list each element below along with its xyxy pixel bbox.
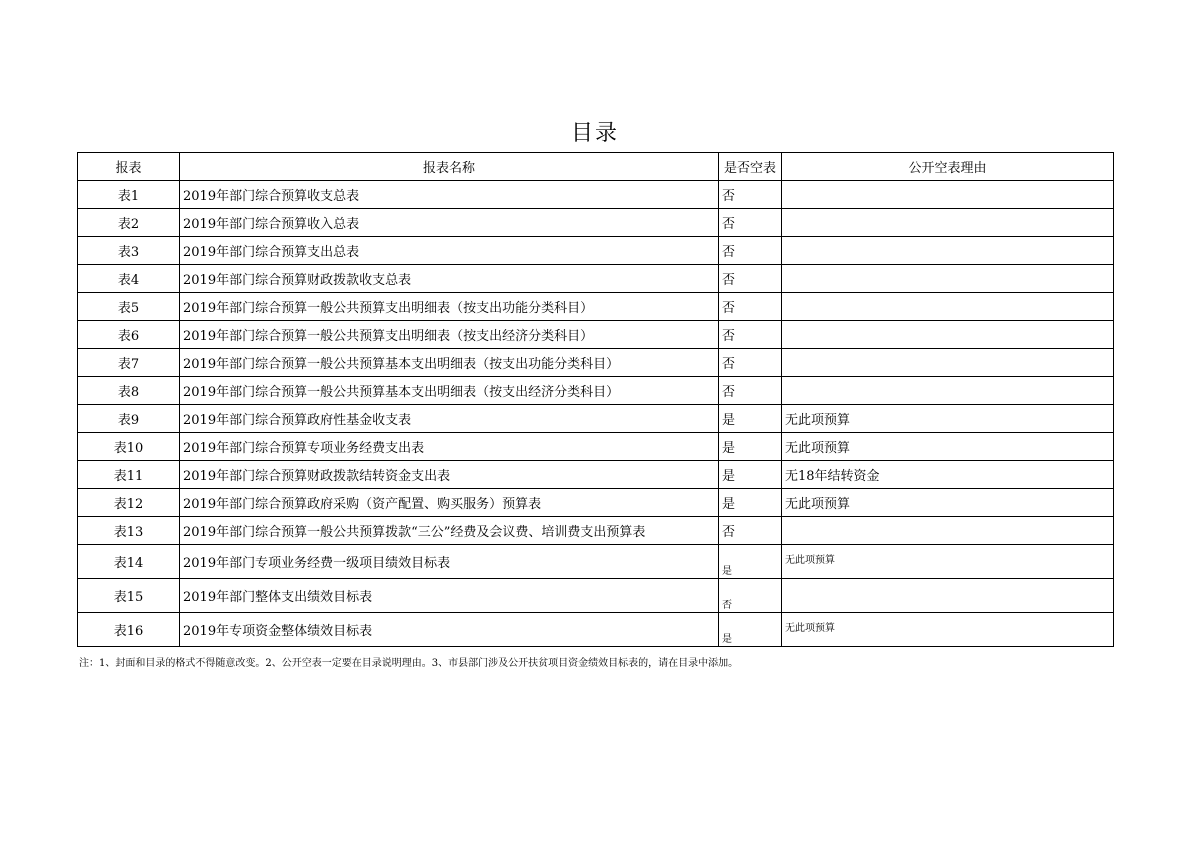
report-id: 表1 (78, 181, 180, 209)
report-id: 表4 (78, 265, 180, 293)
report-name: 2019年专项资金整体绩效目标表 (180, 613, 719, 647)
empty-reason (782, 579, 1114, 613)
header-is-empty: 是否空表 (719, 153, 782, 181)
empty-reason (782, 265, 1114, 293)
header-report-id: 报表 (78, 153, 180, 181)
is-empty-value: 否 (719, 377, 782, 405)
report-name: 2019年部门综合预算一般公共预算拨款“三公”经费及会议费、培训费支出预算表 (180, 517, 719, 545)
is-empty-value: 是 (719, 461, 782, 489)
report-name: 2019年部门综合预算专项业务经费支出表 (180, 433, 719, 461)
empty-reason: 无此项预算 (782, 433, 1114, 461)
report-name: 2019年部门整体支出绩效目标表 (180, 579, 719, 613)
is-empty-value: 否 (719, 293, 782, 321)
report-id: 表10 (78, 433, 180, 461)
report-id: 表6 (78, 321, 180, 349)
table-row (78, 579, 1114, 613)
table-row (78, 405, 1114, 433)
is-empty-value: 否 (719, 237, 782, 265)
report-id: 表8 (78, 377, 180, 405)
empty-reason (782, 321, 1114, 349)
is-empty-value: 是 (719, 613, 782, 647)
is-empty-value: 是 (719, 405, 782, 433)
report-id: 表12 (78, 489, 180, 517)
report-id: 表2 (78, 209, 180, 237)
table-header-row (78, 153, 1114, 181)
report-id: 表11 (78, 461, 180, 489)
report-name: 2019年部门综合预算一般公共预算基本支出明细表（按支出经济分类科目） (180, 377, 719, 405)
empty-reason (782, 209, 1114, 237)
empty-reason: 无此项预算 (782, 405, 1114, 433)
table-row (78, 377, 1114, 405)
report-name: 2019年部门综合预算一般公共预算支出明细表（按支出功能分类科目） (180, 293, 719, 321)
empty-reason (782, 181, 1114, 209)
report-id: 表3 (78, 237, 180, 265)
table-row (78, 209, 1114, 237)
page-title: 目录 (570, 121, 619, 146)
empty-reason (782, 349, 1114, 377)
report-name: 2019年部门综合预算收支总表 (180, 181, 719, 209)
is-empty-value: 是 (719, 433, 782, 461)
table-row (78, 237, 1114, 265)
table-row (78, 489, 1114, 517)
report-id: 表14 (78, 545, 180, 579)
table-row (78, 181, 1114, 209)
is-empty-value: 否 (719, 181, 782, 209)
report-id: 表9 (78, 405, 180, 433)
report-name: 2019年部门综合预算财政拨款结转资金支出表 (180, 461, 719, 489)
table-row (78, 349, 1114, 377)
is-empty-value: 是 (719, 545, 782, 579)
is-empty-value: 否 (719, 579, 782, 613)
table-row (78, 461, 1114, 489)
report-id: 表5 (78, 293, 180, 321)
footnote: 注：1、封面和目录的格式不得随意改变。2、公开空表一定要在目录说明理由。3、市县部门涉及公开扶贫项目资金绩效目标表的，请在目录中添加。 (79, 658, 739, 669)
is-empty-value: 否 (719, 265, 782, 293)
empty-reason: 无18年结转资金 (782, 461, 1114, 489)
report-name: 2019年部门综合预算收入总表 (180, 209, 719, 237)
is-empty-value: 否 (719, 517, 782, 545)
table-row (78, 613, 1114, 647)
table-row (78, 517, 1114, 545)
empty-reason (782, 517, 1114, 545)
report-name: 2019年部门综合预算财政拨款收支总表 (180, 265, 719, 293)
table-row (78, 433, 1114, 461)
header-report-name: 报表名称 (180, 153, 719, 181)
is-empty-value: 否 (719, 209, 782, 237)
empty-reason (782, 293, 1114, 321)
report-id: 表16 (78, 613, 180, 647)
empty-reason (782, 377, 1114, 405)
table-row (78, 545, 1114, 579)
empty-reason: 无此项预算 (782, 545, 1114, 579)
report-id: 表7 (78, 349, 180, 377)
report-name: 2019年部门综合预算一般公共预算支出明细表（按支出经济分类科目） (180, 321, 719, 349)
report-id: 表13 (78, 517, 180, 545)
empty-reason: 无此项预算 (782, 489, 1114, 517)
is-empty-value: 是 (719, 489, 782, 517)
table-row (78, 321, 1114, 349)
is-empty-value: 否 (719, 321, 782, 349)
report-name: 2019年部门综合预算政府采购（资产配置、购买服务）预算表 (180, 489, 719, 517)
empty-reason: 无此项预算 (782, 613, 1114, 647)
is-empty-value: 否 (719, 349, 782, 377)
report-index-table (77, 152, 1114, 647)
report-id: 表15 (78, 579, 180, 613)
table-row (78, 293, 1114, 321)
empty-reason (782, 237, 1114, 265)
report-name: 2019年部门综合预算政府性基金收支表 (180, 405, 719, 433)
report-name: 2019年部门综合预算一般公共预算基本支出明细表（按支出功能分类科目） (180, 349, 719, 377)
header-empty-reason: 公开空表理由 (782, 153, 1114, 181)
table-row (78, 265, 1114, 293)
report-name: 2019年部门专项业务经费一级项目绩效目标表 (180, 545, 719, 579)
report-name: 2019年部门综合预算支出总表 (180, 237, 719, 265)
